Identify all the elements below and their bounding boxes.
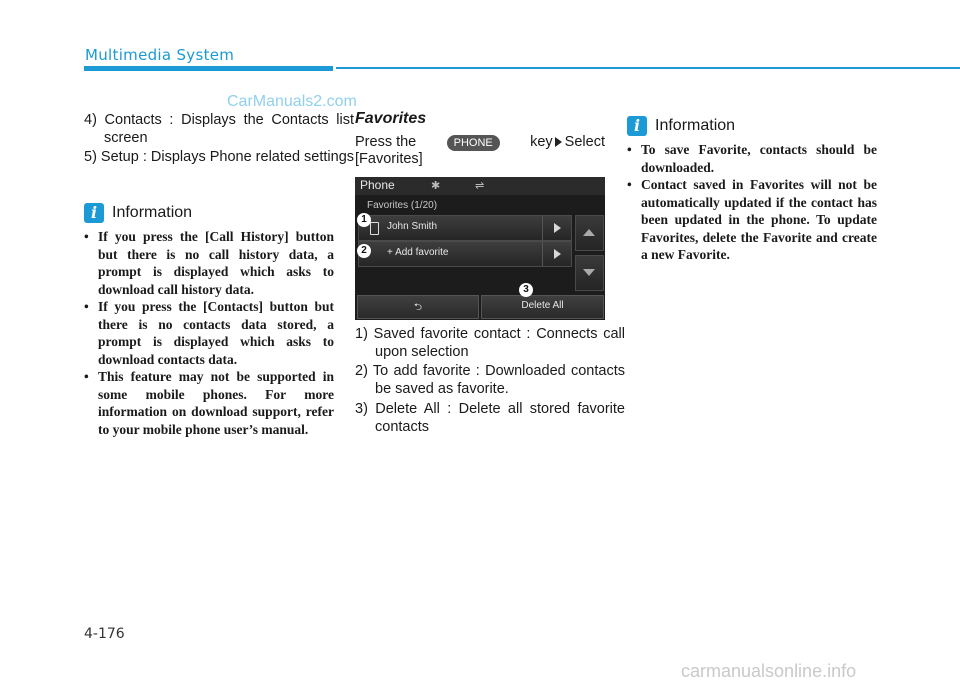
info-icon: i [627,116,647,136]
screen-subtitle: Favorites (1/20) [367,200,438,211]
delete-all-button[interactable] [481,295,604,319]
divider [542,216,543,240]
key-text: key [530,134,553,150]
add-favorite-row[interactable] [358,241,572,267]
favorites-item-2: 2) To add favorite : Downloaded contacts be saved as favorite. [355,363,625,397]
header-bar [84,66,333,71]
page-number: 4-176 [84,626,125,642]
select-text: Select [564,134,605,150]
bullet: • To save Favorite, contacts should be downloaded. [627,141,877,176]
header-rule [336,67,960,69]
phone-key-group [443,133,504,151]
back-icon: ⮌ [413,302,422,313]
callout-1: 1 [357,213,371,227]
phone-icon [370,222,379,235]
arrow-down-icon [583,269,595,276]
arrow-right-icon [555,137,562,147]
favorites-item-1: 1) Saved favorite contact : Connects call upon selection [355,326,625,360]
scroll-up-button[interactable] [575,215,604,251]
info-header-1 [84,203,192,223]
info-bullets-2 [627,141,877,264]
info-header-2 [627,116,735,136]
callout-2: 2 [357,244,371,258]
scroll-down-button[interactable] [575,255,604,291]
phone-favorites-screen [355,177,605,320]
watermark: CarManuals2.com [227,93,357,110]
press-target: [Favorites] [355,151,423,167]
favorites-item-3: 3) Delete All : Delete all stored favorite contacts [355,401,625,435]
bullet: • If you press the [Call History] button but there is no call history data, a prompt is displayed which asks to download call history data. [84,228,334,298]
phone-key-button: PHONE [447,135,500,151]
play-icon[interactable] [554,249,561,259]
usb-icon: ⇌ [475,180,485,192]
bullet: • This feature may not be supported in some mobile phones. For more information on download support, refer to your mobile phone user’s manual. [84,368,334,438]
press-instruction [355,133,605,151]
press-text: Press the [355,134,417,150]
add-favorite-label: + Add favorite [387,247,449,258]
arrow-up-icon [583,229,595,236]
contacts-item: 4) Contacts : Displays the Contacts list screen [84,112,354,146]
info-title: Information [112,204,193,221]
screen-title: Phone [360,178,395,192]
favorites-heading: Favorites [355,110,427,127]
info-icon: i [84,203,104,223]
section-title: Multimedia System [85,46,235,64]
divider [542,242,543,266]
back-button[interactable] [357,295,479,319]
callout-3: 3 [519,283,533,297]
footer-watermark: carmanualsonline.info [681,661,857,681]
favorite-contact-row[interactable] [358,215,572,241]
setup-item: 5) Setup : Displays Phone related settings [84,149,355,165]
bullet: • If you press the [Contacts] button but there is no contacts data stored, a prompt is displayed which asks to download contacts data. [84,298,334,368]
play-icon[interactable] [554,223,561,233]
contact-name: John Smith [387,221,438,232]
delete-all-label: Delete All [521,300,564,311]
info-title: Information [655,117,736,134]
bluetooth-icon: ✱ [431,180,441,192]
key-select [530,133,605,151]
info-bullets-1 [84,228,334,438]
bullet: • Contact saved in Favorites will not be automatically updated if the contact has been updated in the phone. To update Favorites, delete the Favorite and create a new Favorite. [627,176,877,264]
